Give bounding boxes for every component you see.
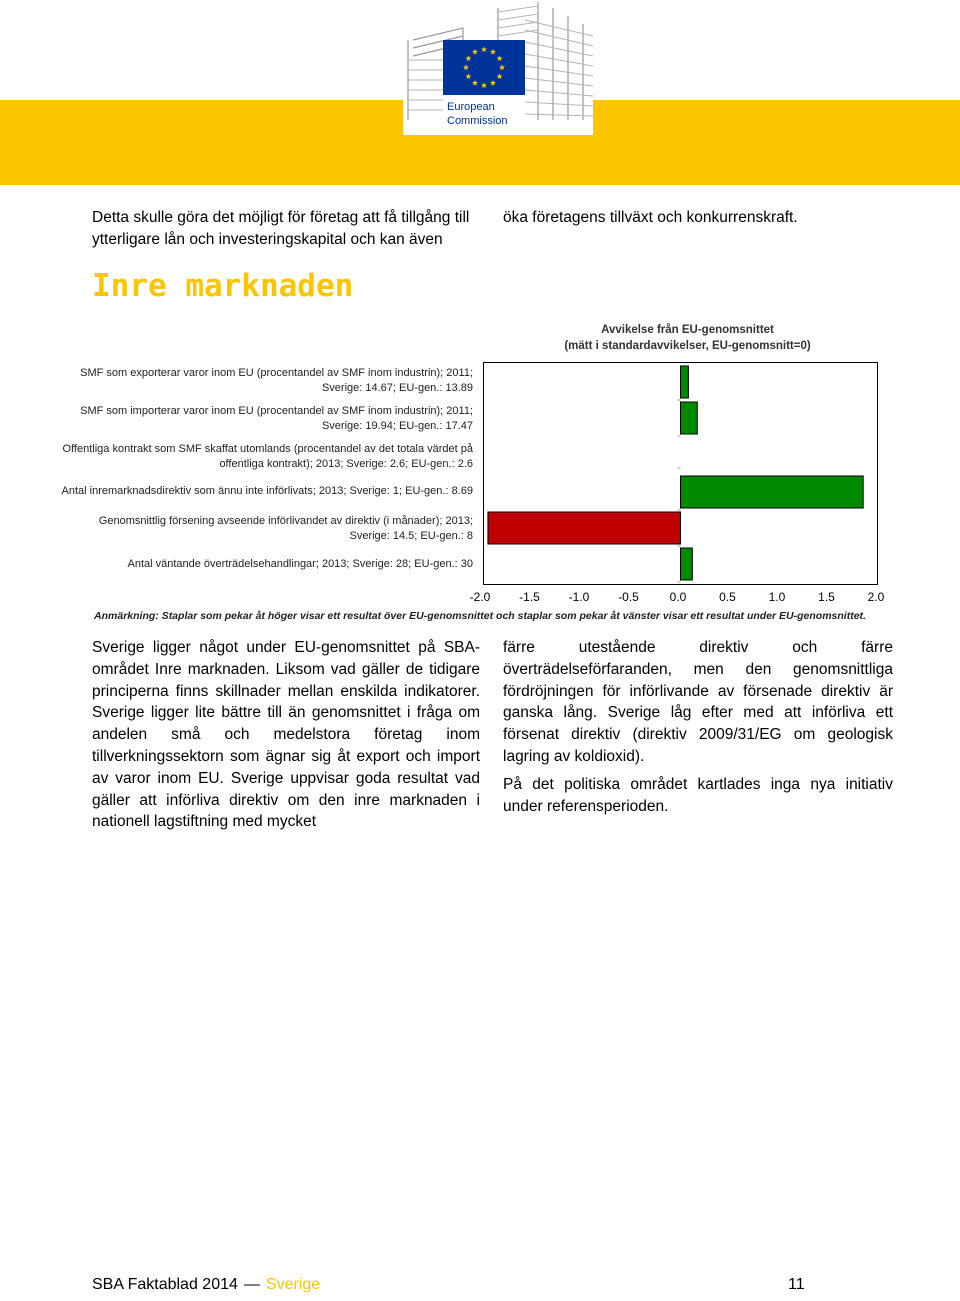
x-tick-label: 1.5 (818, 590, 835, 604)
x-tick-label: 2.0 (867, 590, 885, 604)
indicator-label-3: Offentliga kontrakt som SMF skaffat utomlands (procentandel av det totala värdet på offentliga kontrakt); 2013; Sverige: 2.6; EU-gen.: 2.6 (62, 443, 473, 470)
chart-bar-6 (681, 548, 693, 580)
chart-bar-4 (681, 476, 864, 508)
intro-right-text: öka företagens tillväxt och konkurrenskraft. (503, 209, 798, 226)
indicator-label-5: Genomsnittlig försening avseende införlivandet av direktiv (i månader); 2013; Sverige: 14.5; EU-gen.: 8 (98, 515, 473, 542)
chart-title-line1: Avvikelse från EU-genomsnittet (601, 324, 774, 336)
european-commission-logo (403, 0, 593, 135)
footer-country: Sverige (265, 1276, 321, 1293)
x-tick-label: -1.0 (568, 590, 590, 604)
body-left-column (92, 637, 480, 839)
indicator-label-1: SMF som exporterar varor inom EU (procentandel av SMF inom industrin); 2011; Sverige: 14.67; EU-gen.: 13.89 (80, 367, 473, 394)
intro-left-text: Detta skulle göra det möjligt för företag att få tillgång till ytterligare lån och investeringskapital och kan även (92, 209, 470, 248)
chart-bar-2 (681, 402, 698, 434)
body-paragraph: färre utestående direktiv och färre överträdelseförfaranden, men den genomsnittliga fördröjningen för införlivande av försenade direktiv är ganska lång. Sverige låg efter med att införliva ett försenat direktiv (direktiv 2009/31/EG om geologisk lagring av koldioxid). (503, 639, 893, 765)
x-axis-ticks (455, 590, 895, 606)
footer-doc-title (92, 1276, 320, 1294)
chart-bar-5 (488, 512, 681, 544)
footer-doc-name: SBA Faktablad 2014 (92, 1276, 238, 1293)
x-tick-label: -2.0 (469, 590, 491, 604)
body-paragraph: På det politiska området kartlades inga nya initiativ under referensperioden. (503, 775, 893, 815)
chart-title-line2: (mätt i standardavvikelser, EU-genomsnitt=0) (564, 340, 811, 352)
svg-text:European: European (447, 101, 495, 113)
footer-dash: — (243, 1276, 260, 1293)
x-tick-label: 0.0 (669, 590, 687, 604)
x-tick-label: 1.0 (768, 590, 786, 604)
x-tick-label: 0.5 (719, 590, 736, 604)
x-tick-label: -0.5 (618, 590, 639, 604)
body-right-column (503, 637, 893, 823)
x-tick-label: -1.5 (519, 590, 540, 604)
chart-bar-1 (681, 366, 689, 398)
page-number: 11 (788, 1276, 805, 1293)
chart-title (480, 322, 895, 354)
svg-text:Commission: Commission (447, 115, 508, 127)
chart-note: Anmärkning: Staplar som pekar åt höger visar ett resultat över EU-genomsnittet och staplar som pekar åt vänster visar ett resultat under EU-genomsnittet. (94, 610, 866, 622)
indicator-label-6: Antal väntande överträdelsehandlingar; 2013; Sverige: 28; EU-gen.: 30 (127, 558, 473, 570)
body-paragraph: Sverige ligger något under EU-genomsnittet på SBA-området Inre marknaden. Liksom vad gäller de tidigare principerna finns skillnader mellan enskilda indikatorer. Sverige ligger lite bättre till än genomsnittet i fråga om andelen små och medelstora företag inom tillverkningssektorn som ägnar sig åt export och import av varor inom EU. Sverige uppvisar goda resultat vad gäller att införliva direktiv om den inre marknaden i nationell lagstiftning med mycket (92, 639, 480, 831)
deviation-bar-chart (483, 362, 878, 585)
section-title: Inre marknaden (92, 268, 354, 304)
indicator-label-2: SMF som importerar varor inom EU (procentandel av SMF inom industrin); 2011; Sverige: 19.94; EU-gen.: 17.47 (80, 405, 473, 432)
indicator-label-4: Antal inremarknadsdirektiv som ännu inte införlivats; 2013; Sverige: 1; EU-gen.: 8.69 (61, 485, 473, 497)
